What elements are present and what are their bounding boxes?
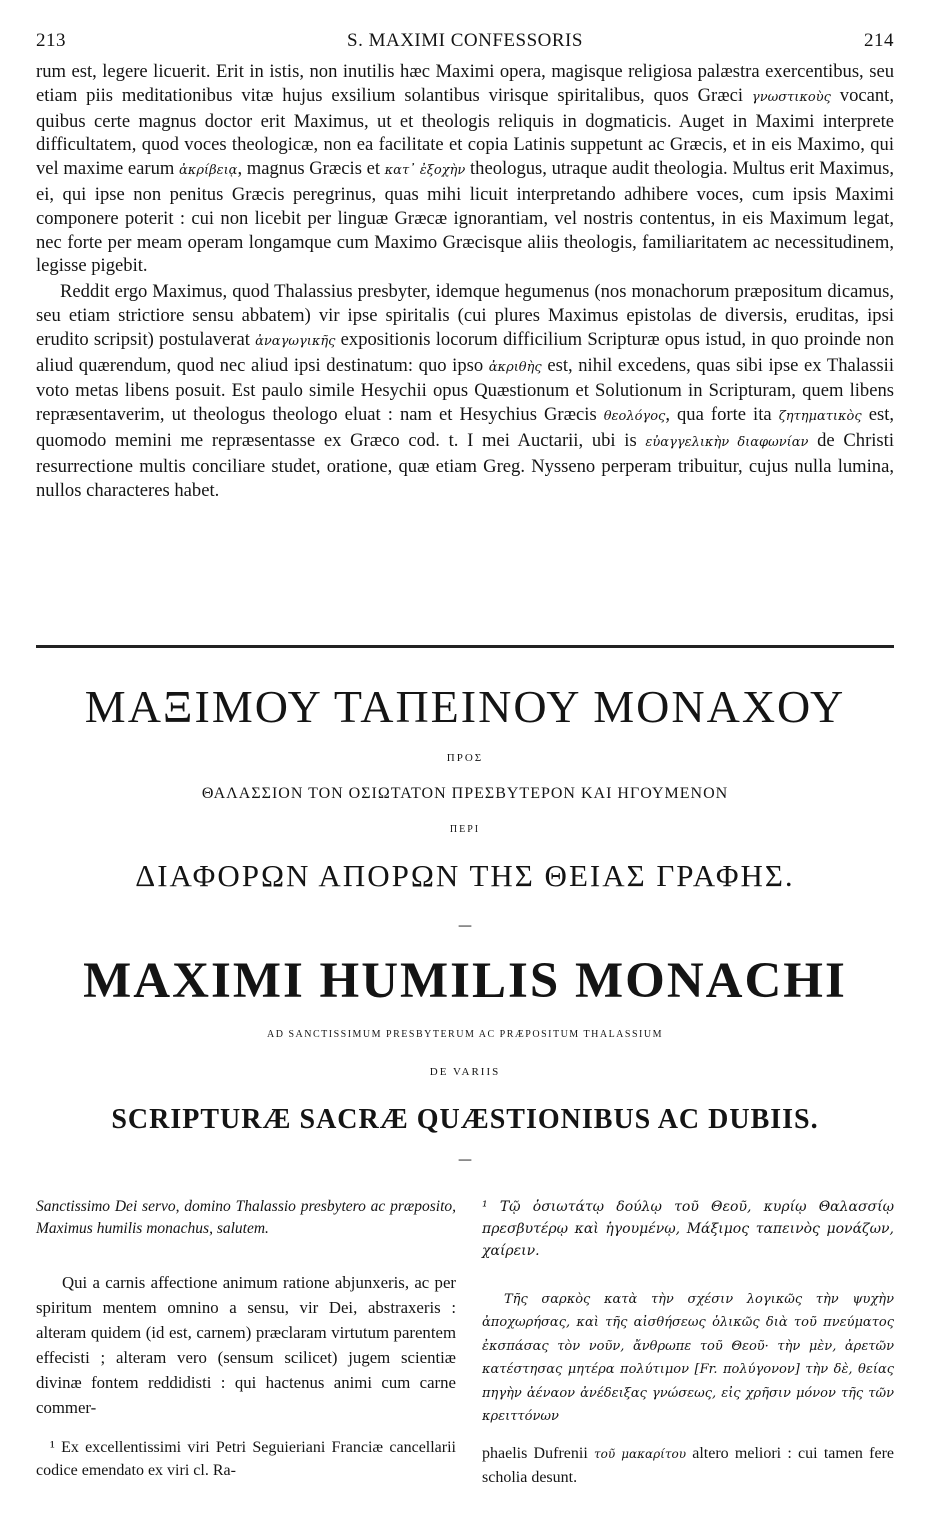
separator-dash: — bbox=[458, 1152, 472, 1168]
preface-text bbox=[36, 60, 894, 502]
greek-word: ἀκρίβειᾳ bbox=[179, 163, 238, 179]
text-run: Reddit ergo Maximus, quod Thalassius presbyter, idemque hegumenus (nos monachorum præpositum dicamus, seu etiam strictiore sensu abbatem) vir ipse spiritalis (cui plures Maximus epistolas de diversis, eruditas, ipsi erudito scripsit) postulaverat bbox=[36, 281, 894, 350]
greek-subtitle: ΔΙΑΦΟΡΩΝ ΑΠΟΡΩΝ ΤΗΣ ΘΕΙΑΣ ΓΡΑΦΗΣ. bbox=[135, 858, 795, 893]
separator-dash: — bbox=[458, 918, 472, 934]
running-header bbox=[36, 30, 894, 56]
greek-address: ΘΑΛΑΣΣΙΟΝ ΤΟΝ ΟΣΙΩΤΑΤΟΝ ΠΡΕΣΒΥΤΕΡΟΝ ΚΑΙ ΗΓΟΥΜΕΝΟΝ bbox=[201, 785, 729, 802]
page-number-right: 214 bbox=[864, 30, 894, 51]
text-run: vocant, quibus certe magnus doctor erit Maximus, ut et theologis reliquis in dogmaticis. Auget in Maximi interprete difficultatem, quod voces theologicæ, non ea facilitate et copia Latinis suppetunt ac Græcis, et in eis Maximo, qui vel maxime earum bbox=[36, 84, 894, 180]
text-run: de Christi resurrectione multis conciliare studet, oratione, quæ etiam Greg. Nysseno perperam tribuitur, cujus nulla lumina, nullos characteres habet. bbox=[36, 429, 895, 501]
greek-word: ἀναγωγικῆς bbox=[255, 333, 336, 349]
text-run: expositionis locorum difficilium Scripturæ opus istud, in quo proinde non aliud quærendum, quod nec aliud ipsi destinatum: quo ipso bbox=[36, 328, 894, 376]
section-divider bbox=[36, 645, 894, 648]
greek-column bbox=[482, 1196, 894, 1489]
greek-body: Τῆς σαρκὸς κατὰ τὴν σχέσιν λογικῶς τὴν ψυχὴν ἀποχωρήσας, καὶ τῆς αἰσθήσεως ὁλικῶς διὰ τοῦ πνεύματος ἐκσπάσας τὸν νοῦν, ἄνθρωπε τοῦ Θεοῦ· τὴν μὲν, ἀρετῶν κατέστησας μητέρα πολύτιμον [Fr. πολύγονον] τὴν δὲ, θείας πηγὴν ἀέναον ἀνέδειξας γνώσεως, εἰς χρῆσιν μόνον τῆς τῶν κρειττόνων bbox=[482, 1292, 894, 1425]
greek-footnote bbox=[482, 1442, 894, 1489]
text-run: theologus, utraque audit theologia. Multus erit Maximus, ei, qui ipse non penitus Græcis peregrinus, quas mihi licuit interpretando adhibere voces, cum ipsis Maximi componere poterit : cui non licebit per linguæ Græcæ ignorantiam, vel nostris contentus, in eis Maximum legat, nec forte per meam operam longamque cum Maximo Græcisque aliis theologis, familiaritatem ac necessitudinem, legisse pigebit. bbox=[36, 158, 894, 277]
text-run: rum est, legere licuerit. Erit in istis, non inutilis hæc Maximi opera, magisque religiosa palæstra exercentibus, seu etiam piis meditationibus vitæ hujus exsilium solantibus virisque spiritalibus, quos Græci bbox=[36, 61, 894, 106]
text-run: , qua forte ita bbox=[665, 404, 779, 426]
latin-column bbox=[36, 1196, 456, 1482]
greek-word: θεολόγος bbox=[603, 409, 666, 425]
greek-word: τοῦ μακαρίτου bbox=[594, 1447, 687, 1462]
greek-word: κατ᾿ ἐξοχὴν bbox=[384, 163, 466, 179]
greek-word: ἀκριθὴς bbox=[488, 359, 542, 375]
latin-title: MAXIMI HUMILIS MONACHI bbox=[83, 953, 847, 1009]
greek-word: γνωστικοὺς bbox=[751, 89, 831, 105]
preface-paragraph-1 bbox=[36, 60, 894, 278]
latin-salutation: Sanctissimo Dei servo, domino Thalassio presbytero ac præposito, Maximus humilis monachus, salutem. bbox=[36, 1198, 456, 1237]
latin-de: DE VARIIS bbox=[429, 1066, 501, 1078]
text-run: phaelis Dufrenii bbox=[482, 1445, 594, 1463]
page-number-left: 213 bbox=[36, 30, 66, 51]
latin-footnote: ¹ Ex excellentissimi viri Petri Seguieriani Franciæ cancellarii codice emendato ex viri cl. Ra- bbox=[36, 1439, 456, 1479]
text-run: altero meliori : cui tamen fere scholia desunt. bbox=[482, 1445, 895, 1487]
latin-body: Qui a carnis affectione animum ratione abjunxeris, ac per spiritum mentem omnino a sensu, vir Dei, abstraxeris : alteram quidem (id est, carnem) præclaram virtutum parentem effecisti ; alteram vero (sensum scilicet) jugem scientiæ divinæ fontem reddidisti : qui hactenus animi cum carne commer- bbox=[36, 1273, 456, 1417]
greek-pros: ΠΡΟΣ bbox=[446, 752, 484, 764]
greek-title: ΜΑΞΙΜΟΥ ΤΑΠΕΙΝΟΥ ΜΟΝΑΧΟΥ bbox=[84, 681, 846, 732]
text-run: est, nihil excedens, quas sibi ipse ex Thalassii voto metas libens posuit. Est paulo simile Hesychii opus Quæstionum et Solutionum in Scripturam, quem libens repræsentaverim, ut theologus theologo eluat : nam et Hesychius Græcis bbox=[36, 354, 894, 426]
greek-word: εὐαγγελικὴν διαφωνίαν bbox=[645, 434, 809, 450]
greek-peri: ΠΕΡΙ bbox=[449, 824, 481, 835]
latin-address: AD SANCTISSIMUM PRESBYTERUM AC PRÆPOSITUM THALASSIUM bbox=[267, 1029, 663, 1040]
running-title: S. MAXIMI CONFESSORIS bbox=[347, 30, 583, 51]
text-run: est, quomodo memini me repræsentasse ex Græco cod. t. I mei Auctarii, ubi is bbox=[36, 404, 895, 451]
greek-word: ζητηματικὸς bbox=[778, 409, 862, 425]
greek-salutation: ¹ Τῷ ὁσιωτάτῳ δούλῳ τοῦ Θεοῦ, κυρίῳ Θαλασσίῳ πρεσβυτέρῳ καὶ ἡγουμένῳ, Μάξιμος ταπεινὸς μονάζων, χαίρειν. bbox=[482, 1199, 894, 1259]
text-run: , magnus Græcis et bbox=[237, 158, 385, 180]
latin-subtitle: SCRIPTURÆ SACRÆ QUÆSTIONIBUS AC DUBIIS. bbox=[111, 1104, 819, 1135]
preface-paragraph-2 bbox=[36, 280, 894, 502]
